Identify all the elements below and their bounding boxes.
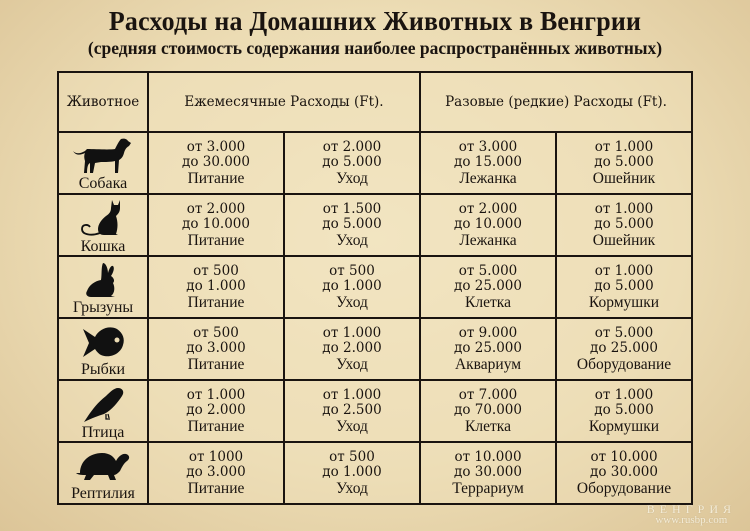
header-animal: Животное: [58, 72, 148, 132]
cost-cell: от 3.000 до 30.000 Питание: [148, 132, 284, 194]
cost-cell: от 1.000 до 2.000 Питание: [148, 380, 284, 442]
animal-name: Грызуны: [72, 298, 134, 316]
cost-cell: от 1.000 до 5.000 Ошейник: [556, 194, 692, 256]
fish-icon: [79, 323, 127, 361]
animal-name: Рыбки: [80, 360, 126, 378]
cost-cell: от 500 до 1.000 Питание: [148, 256, 284, 318]
table-row: [58, 132, 692, 194]
animal-cell: [58, 256, 148, 318]
table-row: [58, 194, 692, 256]
animal-cell: [58, 442, 148, 504]
cost-cell: от 1.000 до 5.000 Кормушки: [556, 380, 692, 442]
watermark: [647, 504, 736, 526]
animal-name: Птица: [81, 423, 125, 441]
cost-cell: от 7.000 до 70.000 Клетка: [420, 380, 556, 442]
table-row: [58, 380, 692, 442]
page-title: Расходы на Домашних Животных в Венгрии: [108, 6, 642, 36]
animal-name: Кошка: [80, 237, 126, 255]
cost-cell: от 2.000 до 5.000 Уход: [284, 132, 420, 194]
table-row: [58, 256, 692, 318]
cost-cell: от 1000 до 3.000 Питание: [148, 442, 284, 504]
table-header-row: [58, 72, 692, 132]
animal-cell: [58, 194, 148, 256]
watermark-title: ВЕНГРИЯ: [646, 502, 736, 516]
cost-cell: от 500 до 1.000 Уход: [284, 442, 420, 504]
table-row: [58, 318, 692, 380]
cost-cell: от 1.000 до 5.000 Ошейник: [556, 132, 692, 194]
animal-cell: [58, 132, 148, 194]
animal-name: Собака: [78, 174, 128, 192]
cost-cell: от 2.000 до 10.000 Питание: [148, 194, 284, 256]
cost-cell: от 500 до 3.000 Питание: [148, 318, 284, 380]
animal-cell: [58, 380, 148, 442]
cat-icon: [78, 198, 128, 238]
bird-icon: [78, 384, 128, 424]
cost-cell: от 10.000 до 30.000 Оборудование: [556, 442, 692, 504]
cost-cell: от 5.000 до 25.000 Клетка: [420, 256, 556, 318]
watermark-url: www.rusbp.com: [655, 514, 728, 526]
header-one-time: Разовые (редкие) Расходы (Ft).: [420, 72, 692, 132]
header-monthly: Ежемесячные Расходы (Ft).: [148, 72, 420, 132]
animal-name: Рептилия: [71, 484, 135, 502]
cost-cell: от 9.000 до 25.000 Аквариум: [420, 318, 556, 380]
rabbit-icon: [81, 261, 125, 299]
cost-cell: от 1.000 до 5.000 Кормушки: [556, 256, 692, 318]
expenses-table: [57, 71, 693, 505]
cost-cell: от 1.500 до 5.000 Уход: [284, 194, 420, 256]
animal-cell: [58, 318, 148, 380]
page-subtitle: (средняя стоимость содержания наиболее распространённых животных): [87, 38, 663, 58]
dog-icon: [71, 137, 135, 175]
table-row: [58, 442, 692, 504]
turtle-icon: [72, 447, 134, 485]
cost-cell: от 10.000 до 30.000 Террариум: [420, 442, 556, 504]
cost-cell: от 2.000 до 10.000 Лежанка: [420, 194, 556, 256]
cost-cell: от 3.000 до 15.000 Лежанка: [420, 132, 556, 194]
cost-cell: от 500 до 1.000 Уход: [284, 256, 420, 318]
cost-cell: от 5.000 до 25.000 Оборудование: [556, 318, 692, 380]
cost-cell: от 1.000 до 2.500 Уход: [284, 380, 420, 442]
cost-cell: от 1.000 до 2.000 Уход: [284, 318, 420, 380]
